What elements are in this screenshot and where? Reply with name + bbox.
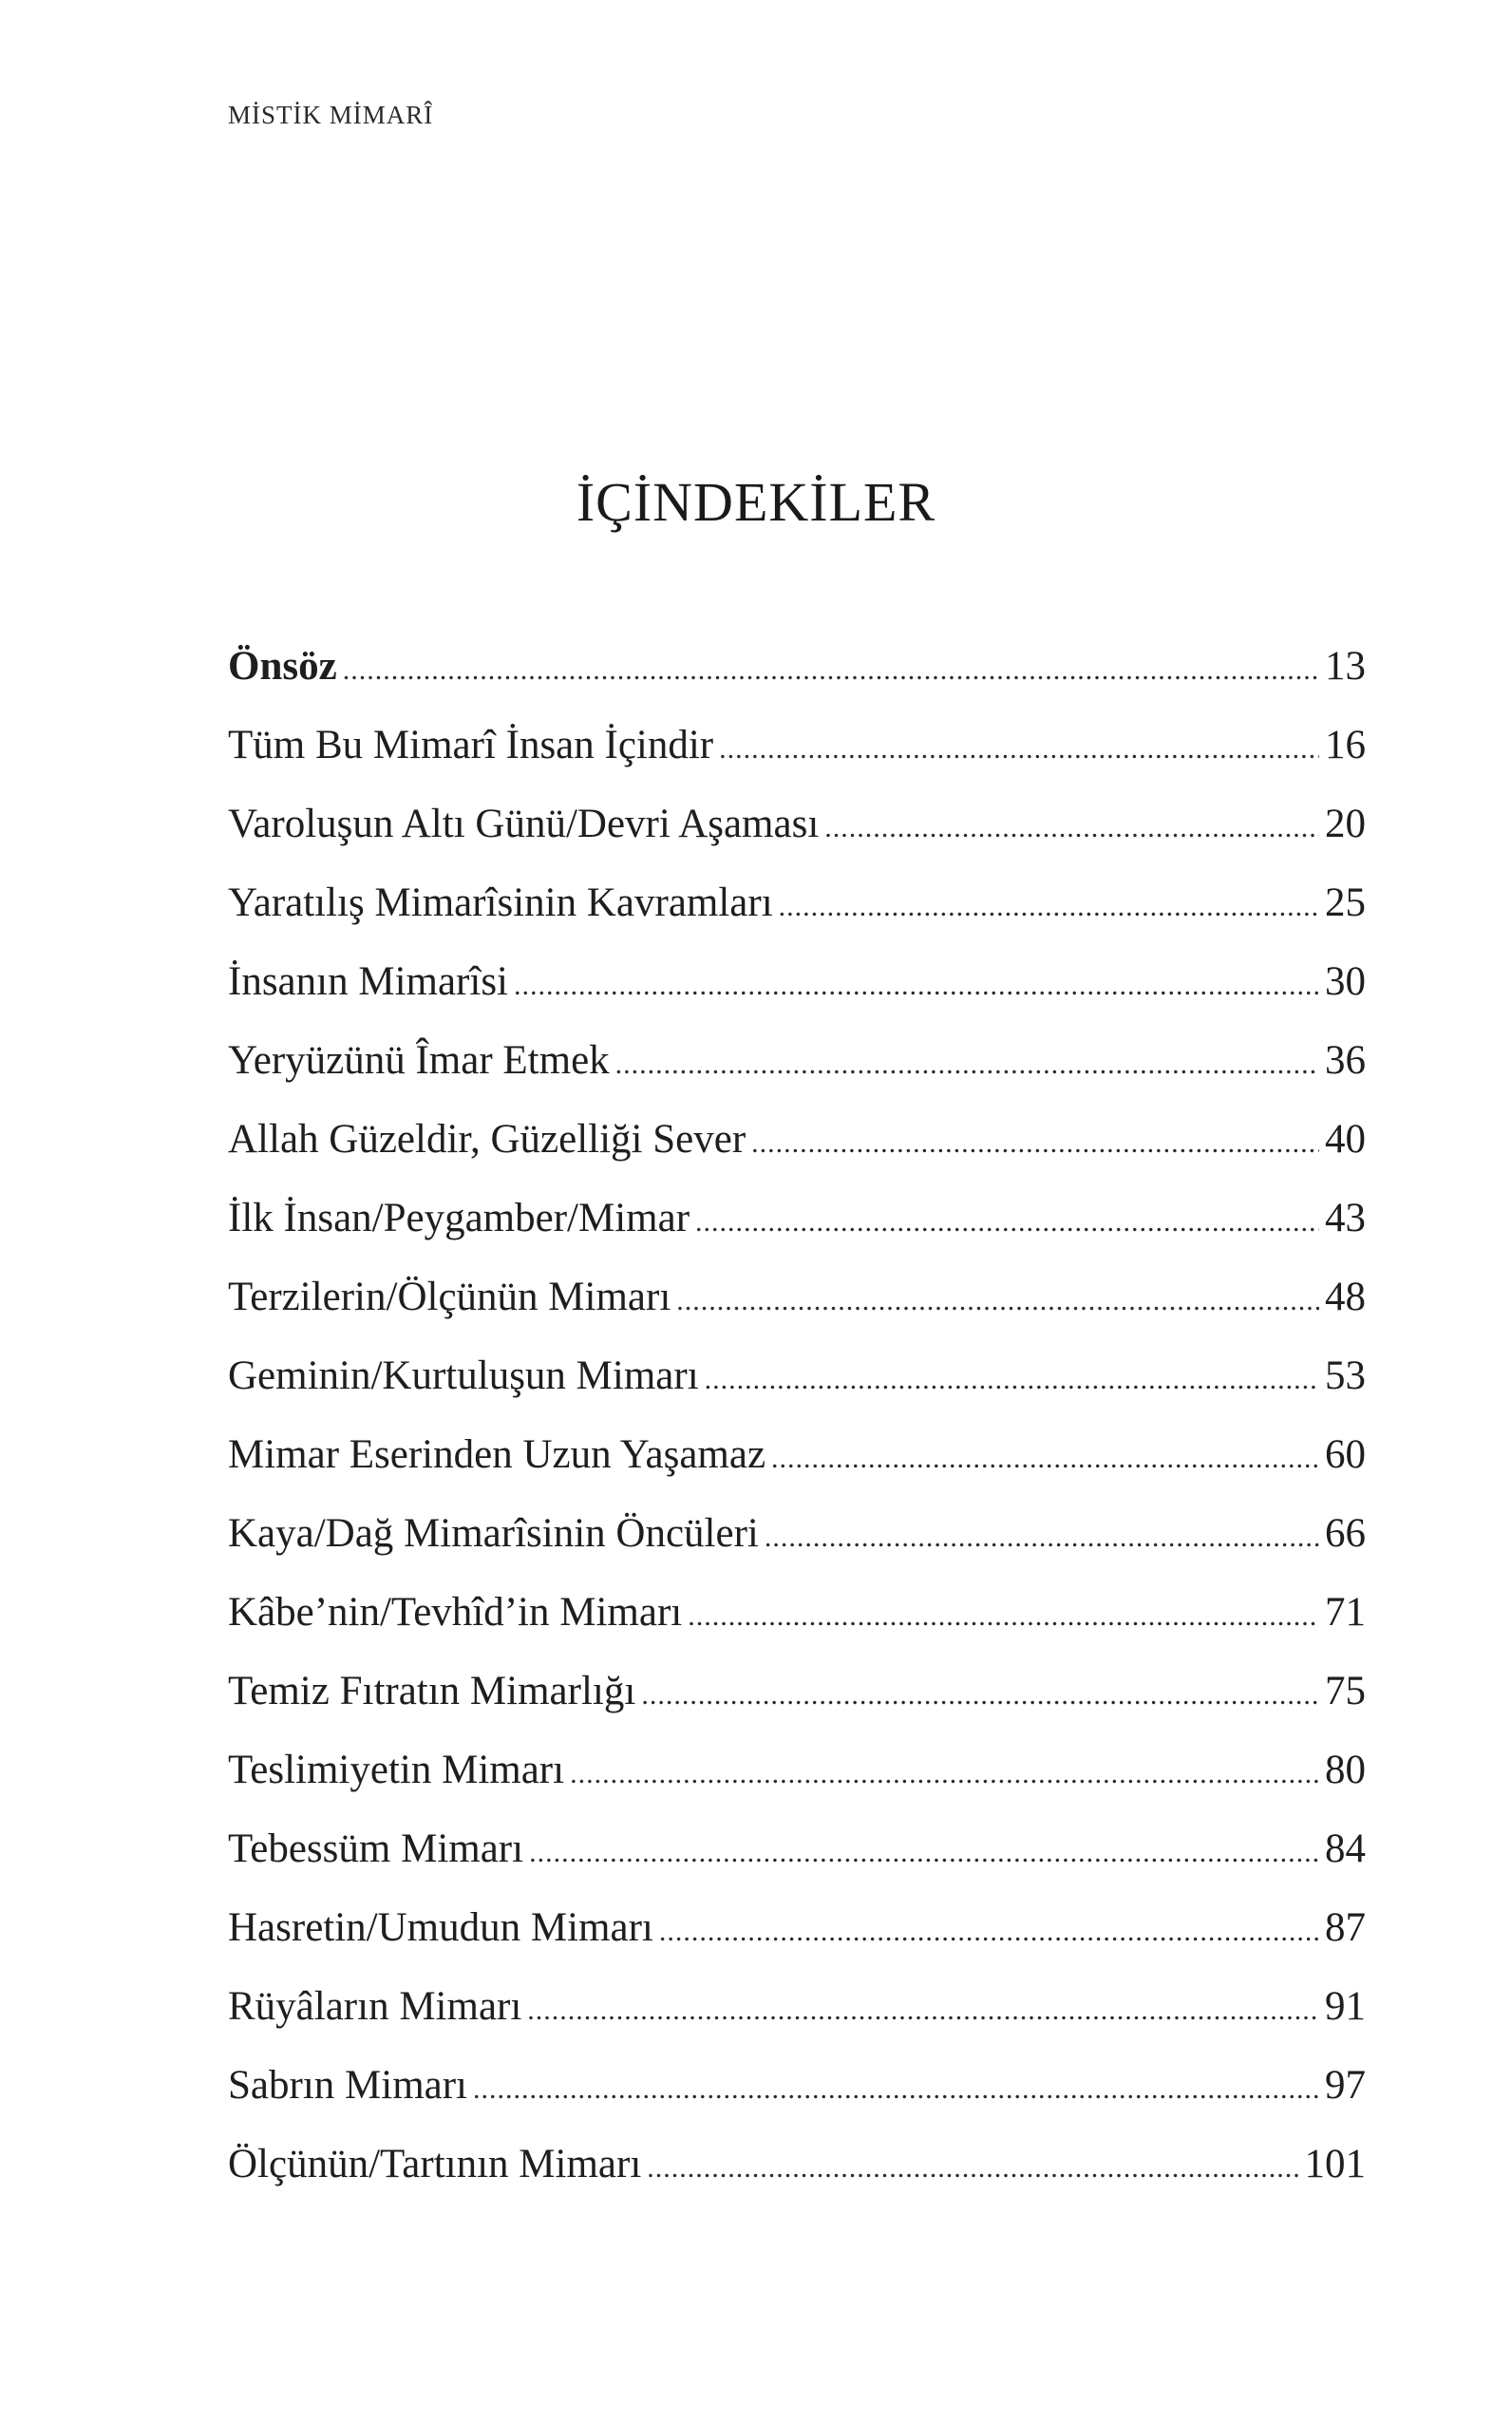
- toc-leader-dots: [570, 1746, 1319, 1803]
- toc-entry-page: 16: [1325, 723, 1366, 767]
- toc-entry[interactable]: [228, 875, 1366, 954]
- toc-leader-dots: [527, 1982, 1319, 2039]
- toc-entry[interactable]: [228, 1190, 1366, 1269]
- toc-entry-page: 48: [1325, 1275, 1366, 1319]
- toc-entry[interactable]: [228, 1742, 1366, 1821]
- toc-entry-page: 25: [1325, 880, 1366, 925]
- running-header: MİSTİK MİMARÎ: [228, 101, 434, 129]
- toc-leader-dots: [647, 2140, 1298, 2197]
- toc-entry[interactable]: [228, 717, 1366, 796]
- toc-entry-label: Sabrın Mimarı: [228, 2063, 467, 2108]
- toc-entry-label: Tüm Bu Mimarî İnsan İçindir: [228, 723, 714, 767]
- toc-entry-label: Temiz Fıtratın Mimarlığı: [228, 1669, 636, 1713]
- toc-entry[interactable]: [228, 1978, 1366, 2057]
- toc-entry-page: 87: [1325, 1905, 1366, 1950]
- toc-entry[interactable]: [228, 954, 1366, 1032]
- toc-entry-label: Terzilerin/Ölçünün Mimarı: [228, 1275, 671, 1319]
- toc-leader-dots: [473, 2061, 1319, 2118]
- toc-leader-dots: [659, 1903, 1319, 1960]
- toc-entry-page: 53: [1325, 1353, 1366, 1398]
- toc-leader-dots: [676, 1273, 1319, 1330]
- toc-entry-label: İlk İnsan/Peygamber/Mimar: [228, 1196, 690, 1240]
- toc-entry-label: Varoluşun Altı Günü/Devri Aşaması: [228, 802, 820, 846]
- toc-entry-label: Mimar Eserinden Uzun Yaşamaz: [228, 1432, 766, 1477]
- toc-entry-page: 60: [1325, 1432, 1366, 1477]
- toc-entry-label: Ölçünün/Tartının Mimarı: [228, 2142, 642, 2186]
- toc-entry-label: Geminin/Kurtuluşun Mimarı: [228, 1353, 699, 1398]
- toc-entry-label: Hasretin/Umudun Mimarı: [228, 1905, 653, 1950]
- toc-entry[interactable]: [228, 638, 1366, 717]
- toc-entry-label: Önsöz: [228, 644, 337, 689]
- toc-entry-page: 36: [1325, 1038, 1366, 1083]
- toc-entry-label: Kâbe’nin/Tevhîd’in Mimarı: [228, 1590, 683, 1635]
- table-of-contents: [228, 638, 1366, 2215]
- toc-entry-label: Kaya/Dağ Mimarîsinin Öncüleri: [228, 1511, 759, 1556]
- toc-entry-page: 66: [1325, 1511, 1366, 1556]
- toc-leader-dots: [641, 1667, 1319, 1724]
- toc-leader-dots: [695, 1194, 1319, 1251]
- toc-entry[interactable]: [228, 1427, 1366, 1505]
- toc-leader-dots: [771, 1430, 1319, 1487]
- toc-entry-label: İnsanın Mimarîsi: [228, 959, 508, 1004]
- toc-leader-dots: [765, 1509, 1319, 1566]
- toc-entry-label: Yeryüzünü Îmar Etmek: [228, 1038, 610, 1083]
- toc-entry-page: 20: [1325, 802, 1366, 846]
- toc-entry-label: Teslimiyetin Mimarı: [228, 1748, 565, 1792]
- toc-entry[interactable]: [228, 1348, 1366, 1427]
- toc-entry[interactable]: [228, 1505, 1366, 1584]
- toc-entry-page: 40: [1325, 1117, 1366, 1162]
- toc-entry-page: 91: [1325, 1984, 1366, 2029]
- toc-entry[interactable]: [228, 1900, 1366, 1978]
- toc-entry[interactable]: [228, 2057, 1366, 2136]
- toc-entry-page: 43: [1325, 1196, 1366, 1240]
- toc-entry[interactable]: [228, 1269, 1366, 1348]
- toc-leader-dots: [615, 1036, 1319, 1093]
- toc-leader-dots: [688, 1588, 1319, 1645]
- toc-entry-page: 30: [1325, 959, 1366, 1004]
- toc-entry-label: Yaratılış Mimarîsinin Kavramları: [228, 880, 773, 925]
- toc-leader-dots: [705, 1352, 1319, 1409]
- toc-leader-dots: [779, 879, 1319, 936]
- toc-entry[interactable]: [228, 1584, 1366, 1663]
- toc-entry[interactable]: [228, 1821, 1366, 1900]
- toc-entry-label: Rüyâların Mimarı: [228, 1984, 522, 2029]
- toc-entry-label: Tebessüm Mimarı: [228, 1826, 524, 1871]
- toc-entry-page: 75: [1325, 1669, 1366, 1713]
- toc-entry[interactable]: [228, 1663, 1366, 1742]
- toc-leader-dots: [719, 721, 1319, 778]
- toc-entry-page: 97: [1325, 2063, 1366, 2108]
- toc-entry-page: 80: [1325, 1748, 1366, 1792]
- toc-entry[interactable]: [228, 1111, 1366, 1190]
- toc-entry-page: 101: [1304, 2142, 1366, 2186]
- toc-entry-page: 84: [1325, 1826, 1366, 1871]
- toc-entry-page: 71: [1325, 1590, 1366, 1635]
- toc-entry[interactable]: [228, 1032, 1366, 1111]
- toc-leader-dots: [751, 1115, 1319, 1172]
- toc-leader-dots: [824, 800, 1319, 857]
- toc-entry[interactable]: [228, 2136, 1366, 2215]
- toc-entry-page: 13: [1325, 644, 1366, 689]
- toc-entry-label: Allah Güzeldir, Güzelliği Sever: [228, 1117, 747, 1162]
- page-title: İÇİNDEKİLER: [576, 471, 936, 533]
- toc-leader-dots: [343, 642, 1319, 699]
- toc-entry[interactable]: [228, 796, 1366, 875]
- toc-leader-dots: [529, 1825, 1319, 1882]
- toc-leader-dots: [514, 957, 1319, 1014]
